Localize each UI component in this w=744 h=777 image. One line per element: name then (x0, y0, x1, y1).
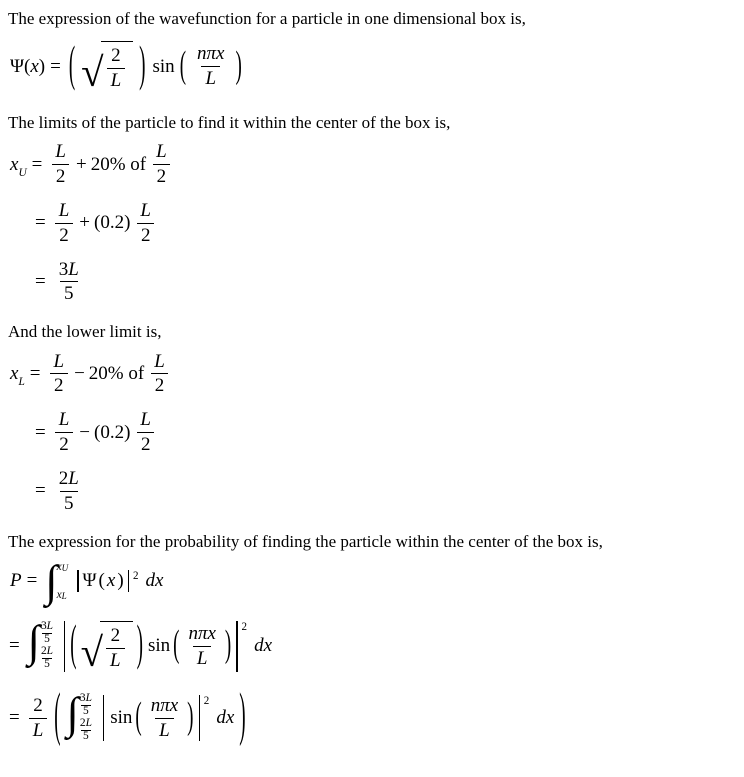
equation-probability-line3 (8, 683, 734, 750)
coefficient-3: 3 (40, 620, 47, 633)
big-rparen: ) (239, 683, 246, 750)
denominator: 5 (83, 730, 89, 743)
denominator: 5 (83, 705, 89, 718)
paragraph-lower-limit-intro: And the lower limit is, (8, 322, 162, 342)
denominator: L (107, 68, 126, 92)
equals-sign: = (50, 55, 61, 77)
abs-bar-left (103, 695, 104, 742)
fraction-npix-over-L (193, 43, 228, 90)
fraction-3L-over-5 (78, 693, 94, 718)
fraction-2L-over-5 (78, 718, 94, 743)
coefficient-2: 2 (79, 717, 86, 730)
numerator: L (154, 350, 165, 372)
var-L: L (85, 717, 92, 730)
percent-text: 20% of (90, 153, 147, 175)
var-L: L (68, 467, 79, 489)
radical-icon: √ (81, 50, 104, 96)
numerator: L (156, 141, 167, 163)
coefficient-3: 3 (58, 258, 69, 280)
numerator: nπx (150, 694, 179, 716)
absolute-value (75, 570, 140, 592)
var-x: x (56, 560, 62, 573)
absolute-value (62, 617, 249, 675)
numerator: L (140, 409, 151, 431)
exponent-2: 2 (241, 620, 248, 633)
denominator: 2 (55, 432, 73, 456)
equals-sign: = (31, 153, 43, 175)
equals-sign: = (9, 707, 20, 729)
upper-limit (39, 621, 55, 646)
dx-differential: dx (145, 570, 164, 592)
fraction-L-over-2 (136, 200, 155, 247)
numerator (39, 621, 55, 633)
integral (45, 555, 69, 606)
plus-sign: + (79, 212, 91, 234)
var-x: x (30, 55, 39, 77)
percent-text: 20% of (88, 362, 145, 384)
integral-icon: ∫ (45, 555, 58, 606)
exponent-2: 2 (132, 570, 139, 583)
numerator (55, 259, 83, 282)
equals-sign: = (26, 570, 38, 592)
big-lparen: ( (135, 696, 142, 739)
numerator: 2 (111, 45, 121, 67)
equals-sign: = (35, 212, 46, 234)
fraction-L-over-2 (152, 141, 171, 188)
integral-limits (39, 620, 55, 672)
numerator: L (58, 409, 70, 431)
denominator: L (106, 648, 125, 672)
rparen: ) (38, 55, 46, 77)
abs-bar-right (199, 695, 200, 742)
equation-probability-line2 (8, 616, 734, 675)
equation-lower-limit-line3 (34, 468, 734, 515)
var-P: P (10, 570, 22, 592)
var-x: x (10, 153, 19, 175)
numerator (39, 646, 55, 658)
abs-bar-left (64, 621, 65, 672)
numerator: nπx (188, 622, 216, 644)
denominator: 5 (44, 633, 50, 646)
denominator: L (29, 718, 48, 742)
fraction-2-over-L (29, 695, 48, 742)
var-x: x (10, 362, 19, 384)
numerator: 2 (33, 694, 43, 716)
numerator: L (55, 141, 66, 163)
exponent-2: 2 (203, 694, 210, 707)
numerator: L (58, 199, 70, 221)
numerator (78, 693, 94, 705)
subscript-U: U (61, 562, 69, 573)
numerator (78, 718, 94, 730)
numerator: nπx (197, 43, 225, 65)
radicand (100, 621, 133, 672)
subscript-L: L (61, 591, 67, 602)
x-sub-L (10, 362, 25, 388)
radical-icon: √ (80, 629, 104, 675)
dx-differential: dx (216, 707, 235, 729)
numerator: L (140, 199, 151, 221)
integral (27, 616, 55, 672)
denominator: 5 (44, 658, 50, 671)
big-lparen: ( (70, 617, 77, 673)
fraction-3L-over-5 (39, 621, 55, 646)
equation-probability-line1 (10, 555, 734, 606)
lparen: ( (24, 55, 31, 77)
x-sub-U (10, 153, 27, 179)
big-rparen: ) (187, 696, 194, 739)
psi-symbol: Ψ (10, 55, 25, 77)
var-L: L (46, 620, 53, 633)
minus-sign: − (79, 421, 91, 443)
equals-sign: = (29, 362, 41, 384)
radicand (101, 41, 134, 92)
abs-bar-right (128, 570, 129, 592)
denominator: L (193, 646, 212, 670)
fraction-L-over-2 (50, 351, 69, 398)
abs-bar-left (77, 570, 78, 592)
upper-limit (78, 693, 94, 718)
equation-upper-limit-line3 (34, 259, 734, 306)
denominator: 2 (137, 223, 155, 247)
sin-function: sin (147, 635, 171, 657)
equals-sign: = (35, 270, 46, 292)
var-L: L (68, 258, 79, 280)
lower-limit (39, 646, 55, 671)
rparen: ) (117, 570, 124, 592)
big-rparen: ) (136, 617, 143, 673)
paragraph-upper-limit-intro: The limits of the particle to find it within the center of the box is, (8, 112, 451, 132)
subscript-L: L (18, 375, 25, 388)
denominator: 2 (55, 223, 73, 247)
integral-limits (78, 692, 94, 744)
numerator (55, 468, 83, 491)
var-x: x (106, 570, 116, 592)
fraction-L-over-2 (55, 200, 74, 247)
psi-of-x (10, 56, 45, 78)
equation-lower-limit-line2 (34, 409, 734, 456)
minus-sign: − (74, 362, 85, 384)
absolute-value (101, 695, 211, 742)
var-x: x (56, 589, 62, 602)
integral (66, 688, 94, 744)
big-lparen: ( (54, 683, 61, 750)
denominator: 2 (52, 164, 70, 188)
paragraph-wavefunction-intro: The expression of the wavefunction for a particle in one dimensional box is, (8, 9, 526, 28)
denominator: L (201, 66, 220, 90)
var-L: L (46, 645, 53, 658)
denominator: 2 (153, 164, 171, 188)
equation-upper-limit-line2 (34, 200, 734, 247)
decimal-coefficient: (0.2) (94, 212, 131, 234)
big-lparen: ( (173, 624, 180, 667)
sin-function: sin (110, 707, 133, 729)
paragraph-probability-intro: The expression for the probability of finding the particle within the center of the box is, (8, 531, 603, 551)
fraction-L-over-2 (150, 351, 169, 398)
abs-bar-right (236, 621, 237, 672)
fraction-2L-over-5 (55, 468, 83, 515)
denominator: 2 (151, 373, 169, 397)
equation-lower-limit-line1 (10, 351, 734, 398)
lower-limit (78, 718, 94, 743)
upper-limit (57, 561, 69, 573)
plus-sign: + (75, 153, 87, 175)
denominator: 2 (137, 432, 155, 456)
square-root (80, 621, 133, 675)
denominator: L (155, 718, 174, 742)
coefficient-2: 2 (40, 645, 47, 658)
denominator: 5 (60, 281, 78, 305)
equals-sign: = (9, 635, 20, 657)
numerator: 2 (110, 624, 121, 646)
coefficient-3: 3 (79, 692, 86, 705)
psi-symbol: Ψ (82, 570, 97, 592)
big-rparen: ) (139, 37, 146, 93)
denominator: 2 (50, 373, 68, 397)
decimal-coefficient: (0.2) (94, 421, 131, 443)
integral-limits (57, 560, 69, 602)
numerator: L (53, 350, 65, 372)
fraction-2-over-L (106, 625, 125, 672)
fraction-L-over-2 (55, 409, 74, 456)
integral-icon: ∫ (27, 616, 40, 667)
fraction-2-over-L (107, 45, 126, 92)
square-root (81, 41, 133, 96)
fraction-2L-over-5 (39, 646, 55, 671)
fraction-npix-over-L (184, 623, 219, 670)
big-rparen: ) (235, 44, 242, 87)
lower-limit (57, 589, 69, 601)
equals-sign: = (35, 480, 46, 502)
lparen: ( (98, 570, 105, 592)
big-lparen: ( (68, 37, 76, 93)
equals-sign: = (35, 421, 46, 443)
denominator: 5 (60, 491, 78, 515)
big-rparen: ) (224, 624, 232, 667)
fraction-npix-over-L (147, 695, 182, 742)
dx-differential: dx (254, 635, 272, 657)
sin-function: sin (152, 55, 175, 77)
equation-wavefunction (10, 37, 734, 96)
big-lparen: ( (179, 44, 187, 87)
fraction-3L-over-5 (55, 259, 83, 306)
var-L: L (85, 692, 92, 705)
subscript-U: U (18, 166, 27, 179)
coefficient-2: 2 (58, 467, 69, 489)
fraction-L-over-2 (136, 409, 155, 456)
equation-upper-limit-line1 (10, 141, 734, 188)
fraction-L-over-2 (51, 141, 70, 188)
integral-icon: ∫ (66, 688, 79, 739)
